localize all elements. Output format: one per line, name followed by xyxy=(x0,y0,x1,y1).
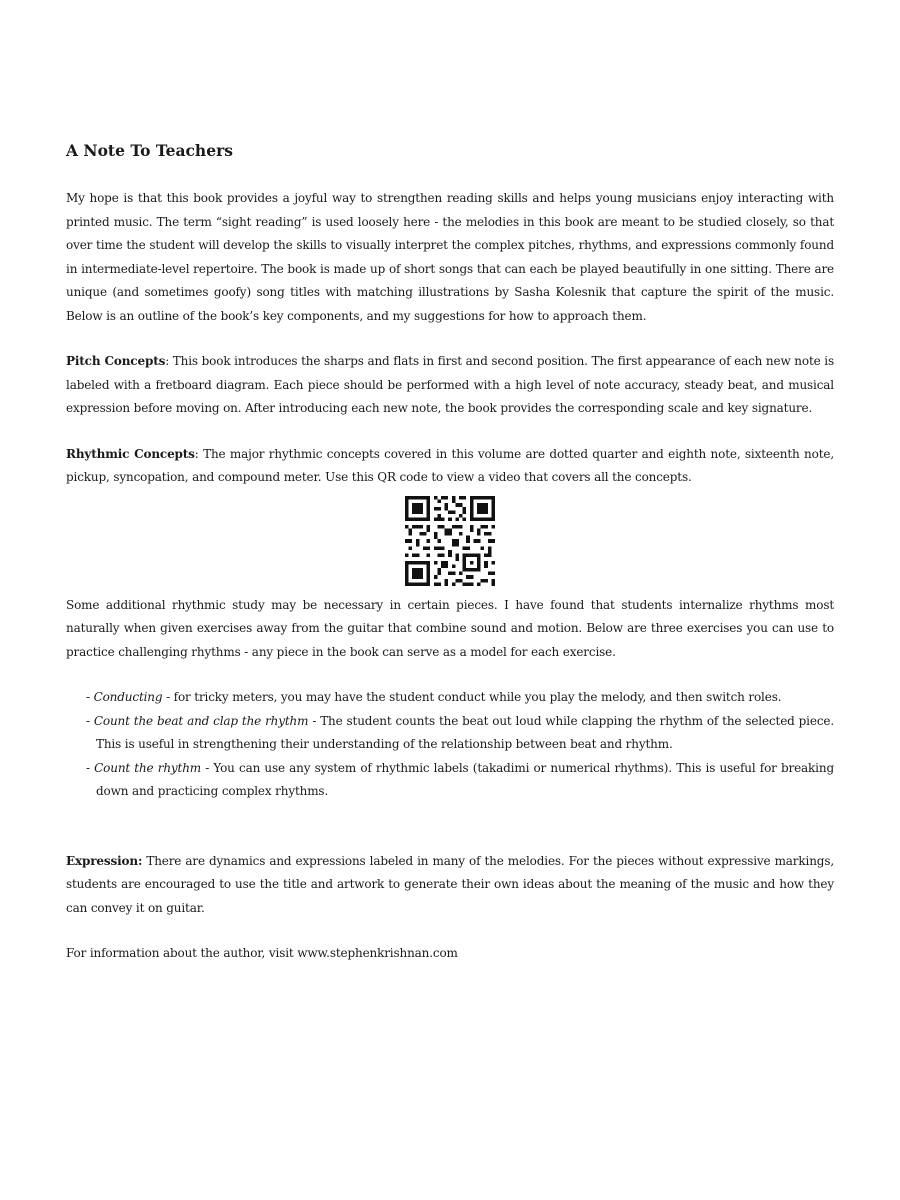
pitch-concepts-label: Pitch Concepts xyxy=(66,354,166,368)
rhythmic-concepts-paragraph xyxy=(66,443,834,490)
pitch-concepts-paragraph xyxy=(66,350,834,421)
list-item: - Conducting - for tricky meters, you may have the student conduct while you play the melody, and then switch roles. xyxy=(86,690,782,704)
list-item: - Count the beat and clap the rhythm - The student counts the beat out loud while clapping the rhythm of the selected piece. This is useful in strengthening their understanding of the relationship between beat and rhythm. xyxy=(86,713,834,751)
expression-text: There are dynamics and expressions labeled in many of the melodies. For the pieces without expressive markings, students are encouraged to use the title and artwork to generate their own ideas about the meaning of the music and how they can convey it on guitar. xyxy=(66,853,834,915)
qr-code[interactable] xyxy=(405,496,495,586)
expression-paragraph xyxy=(66,850,834,921)
expression-label: Expression: xyxy=(66,853,143,868)
qr-code-container xyxy=(66,496,834,586)
author-info-footer: For information about the author, visit www.stephenkrishnan.com xyxy=(66,946,458,960)
exercise-list xyxy=(66,686,834,804)
rhythmic-concepts-text: : The major rhythmic concepts covered in this volume are dotted quarter and eighth note, sixteenth note, pickup, syncopation, and compound meter. Use this QR code to view a video that covers all the concepts. xyxy=(66,446,834,484)
rhythmic-concepts-label: Rhythmic Concepts xyxy=(66,446,195,461)
exercise-name: Count the beat and clap the rhythm xyxy=(93,713,309,728)
additional-study-paragraph: Some additional rhythmic study may be necessary in certain pieces. I have found that students internalize rhythms most naturally when given exercises away from the guitar that combine sound and motion. Below are three exercises you can use to practice challenging rhythms - any piece in the book can serve as a model for each exercise. xyxy=(66,597,834,659)
pitch-concepts-text: : This book introduces the sharps and flats in first and second position. The first appearance of each new note is labeled with a fretboard diagram. Each piece should be performed with a high level of note accuracy, steady beat, and musical expression before moving on. After introducing each new note, the book provides the corresponding scale and key signature. xyxy=(66,354,834,415)
list-item: - Count the rhythm - You can use any system of rhythmic labels (takadimi or numerical rhythms). This is useful for breaking down and practicing complex rhythms. xyxy=(86,760,834,798)
exercise-text: - The student counts the beat out loud while clapping the rhythm of the selected piece. This is useful in strengthening their understanding of the relationship between beat and rhythm. xyxy=(96,713,834,751)
exercise-text: - for tricky meters, you may have the student conduct while you play the melody, and then switch roles. xyxy=(162,690,782,704)
exercise-text: - You can use any system of rhythmic labels (takadimi or numerical rhythms). This is useful for breaking down and practicing complex rhythms. xyxy=(96,760,834,798)
page-title: A Note To Teachers xyxy=(66,141,233,160)
exercise-name: Conducting xyxy=(93,690,163,704)
document-page xyxy=(66,140,834,966)
intro-paragraph: My hope is that this book provides a joyful way to strengthen reading skills and helps young musicians enjoy interacting with printed music. The term “sight reading” is used loosely here - the melodies in this book are meant to be studied closely, so that over time the student will develop the skills to visually interpret the complex pitches, rhythms, and expressions commonly found in intermediate-level repertoire. The book is made up of short songs that can each be played beautifully in one sitting. There are unique (and sometimes goofy) song titles with matching illustrations by Sasha Kolesnik that capture the spirit of the music. Below is an outline of the book’s key components, and my suggestions for how to approach them. xyxy=(66,191,834,323)
exercise-name: Count the rhythm xyxy=(94,760,202,775)
